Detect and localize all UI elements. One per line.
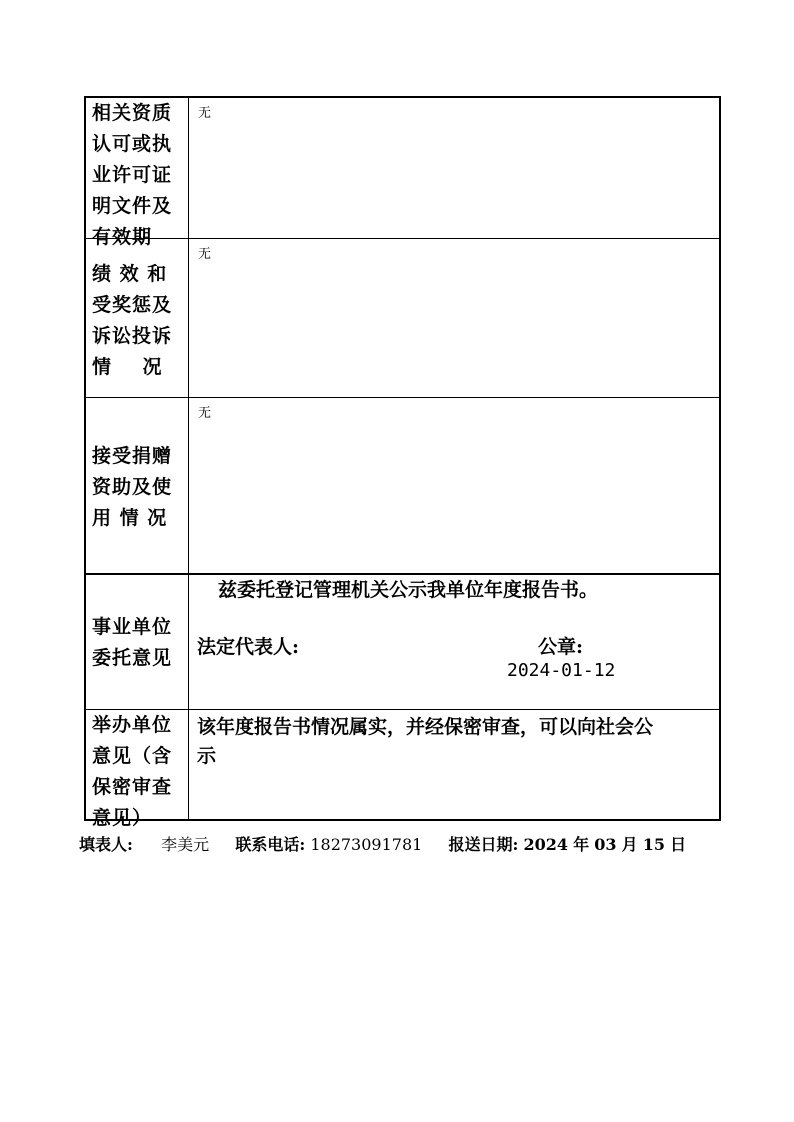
label-cell [86, 398, 189, 573]
value-cell [189, 398, 719, 573]
legal-rep-label: 法定代表人: [197, 636, 300, 658]
value-cell [189, 239, 719, 397]
sponsor-label: 举办单位 意见（含 保密审查 意见） [92, 714, 173, 829]
seal-label: 公章: [538, 636, 584, 658]
performance-value: 无 [198, 247, 212, 262]
filler-name: 李美元 [161, 835, 210, 854]
phone-number: 18273091781 [310, 835, 423, 854]
sponsor-opinion-line2: 示 [197, 745, 217, 767]
filler-label: 填表人: [79, 835, 133, 854]
qualification-label: 相关资质 认可或执 业许可证 明文件及 有效期 [92, 102, 173, 248]
year-unit: 年 [573, 835, 590, 854]
entrust-date: 2024-01-12 [507, 660, 616, 681]
day-unit: 日 [670, 835, 687, 854]
table-row-performance [86, 239, 719, 398]
value-cell [189, 710, 719, 819]
report-year: 2024 [523, 835, 569, 854]
qualification-value: 无 [198, 106, 212, 121]
report-date-label: 报送日期: [448, 835, 519, 854]
table-row-sponsor [86, 710, 719, 829]
report-day: 15 [642, 835, 665, 854]
table-row-entrust [86, 575, 719, 710]
table-row-donations [86, 398, 719, 575]
value-cell [189, 575, 719, 709]
value-cell [189, 98, 719, 238]
entrust-label: 事业单位 委托意见 [92, 616, 173, 669]
label-cell [86, 239, 189, 397]
phone-label: 联系电话: [235, 835, 306, 854]
month-unit: 月 [621, 835, 638, 854]
sponsor-opinion-line1: 该年度报告书情况属实，并经保密审查，可以向社会公 [197, 716, 654, 738]
label-cell [86, 98, 189, 248]
donations-value: 无 [198, 406, 212, 421]
label-cell [86, 710, 189, 829]
report-month: 03 [594, 835, 617, 854]
entrust-statement: 兹委托登记管理机关公示我单位年度报告书。 [218, 579, 599, 601]
table-row-qualification [86, 98, 719, 248]
donations-label: 接受捐赠 资助及使 用 情 况 [92, 445, 173, 529]
label-cell [86, 575, 189, 709]
annual-report-table [84, 96, 721, 829]
footer-line [79, 832, 686, 855]
performance-label: 绩 效 和 受奖惩及 诉讼投诉 情 况 [92, 263, 173, 378]
